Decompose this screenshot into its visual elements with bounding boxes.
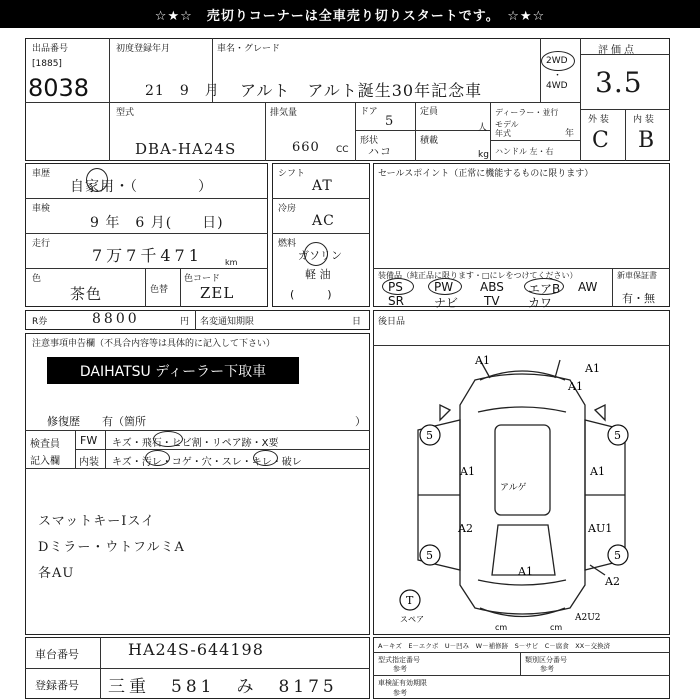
inspection-label: 車検 [32,204,51,214]
comment-3: 各AU [38,566,75,581]
form-type-label: 型式指定番号 [378,656,420,664]
history-value: 自家用・（ ） [70,179,213,195]
recycle-box [25,310,370,330]
load-unit: kg [478,150,489,160]
svg-text:スペア: スペア [400,615,424,624]
inspector-label: 検査員 [30,439,60,450]
entry-label: 記入欄 [30,456,60,467]
exterior-label: 外 装 [588,115,609,125]
score-label: 評価点 [598,45,637,56]
color-label: 色 [32,274,42,284]
shape-label: 形状 [360,136,379,146]
ref-label-3: 参考 [393,689,407,697]
reg-expiry-label: 車検証有効期限 [378,679,427,687]
rear-seat-label: 後日品 [378,317,406,327]
notice-label: 名変通知期限 [200,317,255,327]
first-reg-value: 21 9 月 [145,83,220,99]
fw-items: キズ・飛石・ヒビ割・リペア跡・X要 [112,438,279,449]
mileage-value: 7万7千471 [92,246,203,265]
svg-text:5: 5 [614,429,621,442]
history-label: 車歴 [32,169,51,179]
comment-1: スマットキーIスイ [38,514,156,529]
wd4-label: 4WD [546,81,568,91]
warranty-value: 有・無 [622,292,655,305]
car-name-label: 車名・グレード [217,44,281,54]
dealer-label: ディーラー・並行 [495,108,559,117]
svg-text:cm: cm [550,623,563,630]
reg-value: 三重 581 み 8175 [108,677,338,697]
ref-label-2: 参考 [540,665,554,673]
svg-text:A1: A1 [590,465,605,478]
equip-tv: TV [484,294,500,308]
equip-aw: AW [578,280,598,294]
fuel-label: 燃料 [278,239,297,249]
svg-text:A1: A1 [518,565,533,578]
first-reg-label: 初度登録年月 [116,44,171,54]
mileage-label: 走行 [32,239,51,249]
wd2-circle [541,51,575,71]
shape-value: ハコ [368,145,392,158]
equipment-label: 装備品（純正品に限ります・□にレをつけてください） [378,271,578,280]
recycle-unit: 円 [180,317,190,327]
score-value: 3.5 [595,66,643,99]
wd-separator: ・ [553,71,563,81]
ac-label: 冷房 [278,204,297,214]
year-unit: 年 [565,129,575,139]
equip-navi: ナビ [434,296,459,310]
equip-leather: カワ [528,296,553,310]
equip-sr: SR [388,294,404,308]
capacity-unit: 人 [478,123,488,133]
displacement-value: 660 [292,140,320,155]
interior-value: B [638,128,656,153]
color-value: 茶色 [70,285,103,303]
svg-text:T: T [406,594,414,607]
svg-text:5: 5 [426,549,433,562]
svg-text:アルゲ: アルゲ [500,483,527,493]
sales-point-label: セールスポイント（正常に機能するものに限ります） [378,169,594,179]
svg-text:A1: A1 [475,354,490,367]
fuel-other: ( ) [290,288,332,301]
displacement-unit: CC [336,145,349,155]
equip-pw: PW [434,280,454,294]
svg-text:5: 5 [426,429,433,442]
fuel-gas: ガソリン [298,249,342,262]
capacity-label: 定員 [420,107,439,117]
svg-text:A2: A2 [458,522,473,535]
fuel-light: 軽 油 [305,268,331,281]
form-class-label: 類別区分番号 [525,656,567,664]
chassis-value: HA24S-644198 [128,640,264,659]
inspection-value: 9 年 6 月( 日) [90,215,224,231]
interior-label: 内 装 [633,115,654,125]
chassis-label: 車台番号 [35,648,79,661]
svg-text:AU1: AU1 [588,522,613,535]
door-value: 5 [385,114,395,129]
recycle-value: 8800 [92,311,140,327]
fuel-circle [304,242,328,266]
equip-abs: ABS [480,280,504,294]
ref-label-1: 参考 [393,665,407,673]
dealer-banner: DAIHATSU ディーラー下取車 [47,357,299,384]
car-name-value: アルト アルト誕生30年記念車 [240,81,483,100]
wd2-label: 2WD [546,56,568,66]
color-change-label: 色替 [150,285,169,295]
svg-text:A1: A1 [585,362,600,375]
lot-number: 8038 [28,74,90,102]
door-label: ドア [360,107,378,117]
notice-unit: 日 [352,317,362,327]
fw-label: FW [80,434,98,447]
interior-row-label: 内装 [79,457,99,468]
equip-ps: PS [388,280,403,294]
repair-close: ） [355,415,366,428]
damage-legend: A－キズ E－エクボ U－凹み W－補修跡 S－サビ C－腐食 XX－交換済 [378,642,611,650]
reg-label: 登録番号 [35,679,79,692]
exterior-value: C [592,128,610,153]
warranty-label: 新車保証書 [617,271,657,280]
shift-value: AT [312,178,333,194]
lot-prefix: [1885] [32,59,62,69]
ac-value: AC [312,213,335,229]
displacement-label: 排気量 [270,108,298,118]
handle-label: ハンドル 左・右 [495,147,554,156]
svg-text:5: 5 [614,549,621,562]
model-label: 型式 [116,108,135,118]
car-damage-diagram [380,350,665,630]
notes-header: 注意事項申告欄（不具合内容等は具体的に記入して下さい） [32,339,276,349]
model-value: DBA-HA24S [135,140,237,158]
svg-text:A2U2: A2U2 [575,613,601,623]
interior-items: キズ・汚レ・コゲ・穴・スレ・キレ・破レ [112,457,302,468]
mileage-unit: km [225,258,238,267]
color-code-value: ZEL [200,284,235,302]
model-year-label: モデル年式 [495,120,519,138]
svg-text:A1: A1 [460,465,475,478]
equip-airbag: エアB [528,282,561,296]
color-code-label: 色コード [184,274,221,284]
history-circle [86,168,108,192]
svg-text:A1: A1 [568,380,583,393]
comment-2: Dミラー・ウトフルミA [38,540,185,555]
svg-text:A2: A2 [605,575,620,588]
repair-label: 修復歴 有（箇所 [47,415,146,428]
equipment-grid [378,280,610,310]
sale-banner: ☆★☆ 売切りコーナーは全車売り切りスタートです。 ☆★☆ [0,0,700,28]
svg-text:cm: cm [495,623,508,630]
lot-label: 出品番号 [32,44,69,54]
load-label: 積載 [420,136,439,146]
recycle-label: R券 [32,317,48,327]
shift-label: シフト [278,169,306,179]
